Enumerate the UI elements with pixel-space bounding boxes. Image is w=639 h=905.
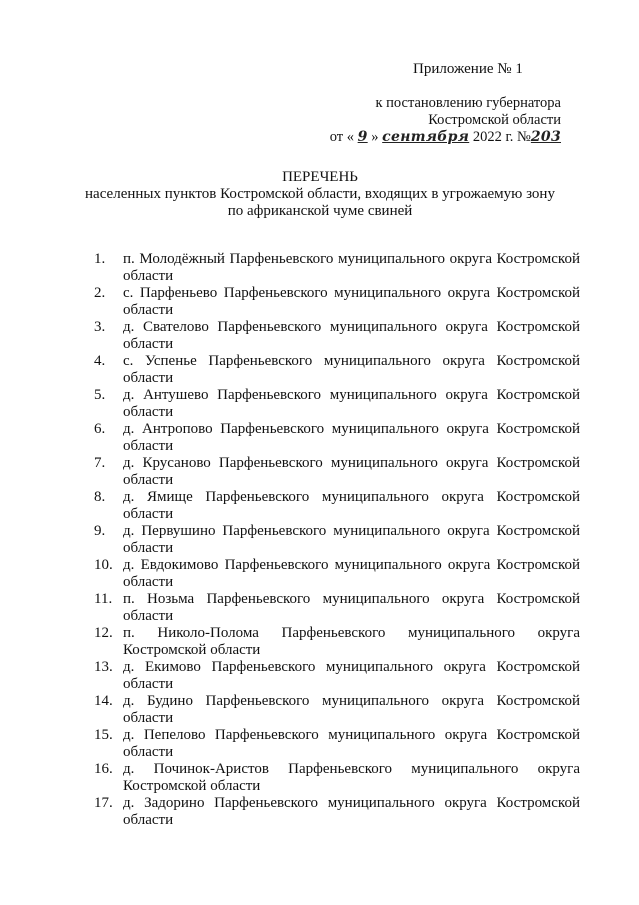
reference-line-region: Костромской области bbox=[428, 112, 561, 128]
heading-title: ПЕРЕЧЕНЬ bbox=[282, 169, 358, 185]
decree-date-line bbox=[330, 129, 561, 146]
list-item bbox=[94, 625, 580, 659]
list-item bbox=[94, 319, 580, 353]
list-item bbox=[94, 591, 580, 625]
handwritten-doc-number: 203 bbox=[530, 129, 561, 145]
list-item-number: 10. bbox=[94, 557, 113, 573]
list-item-text: д. Крусаново Парфеньевского муниципального округа Костромской области bbox=[123, 455, 580, 488]
list-item-number: 13. bbox=[94, 659, 113, 675]
list-item-text: д. Свателово Парфеньевского муниципального округа Костромской области bbox=[123, 319, 580, 352]
list-item bbox=[94, 659, 580, 693]
list-item-number: 3. bbox=[94, 319, 106, 335]
list-item-number: 15. bbox=[94, 727, 113, 743]
list-item-text: д. Екимово Парфеньевского муниципального округа Костромской области bbox=[123, 659, 580, 692]
list-item-text: д. Ямище Парфеньевского муниципального округа Костромской области bbox=[123, 489, 580, 522]
list-item-number: 6. bbox=[94, 421, 106, 437]
list-item bbox=[94, 455, 580, 489]
heading-line-2: по африканской чуме свиней bbox=[227, 203, 413, 219]
list-item bbox=[94, 421, 580, 455]
list-item-number: 16. bbox=[94, 761, 113, 777]
list-item-text: с. Успенье Парфеньевского муниципального округа Костромской области bbox=[123, 353, 580, 386]
list-item-text: д. Антропово Парфеньевского муниципального округа Костромской области bbox=[123, 421, 580, 454]
list-item-text: п. Молодёжный Парфеньевского муниципального округа Костромской области bbox=[123, 251, 580, 284]
list-item bbox=[94, 693, 580, 727]
appendix-title: Приложение № 1 bbox=[413, 61, 523, 77]
heading-line-1: населенных пунктов Костромской области, входящих в угрожаемую зону bbox=[85, 186, 555, 202]
list-item-text: д. Будино Парфеньевского муниципального округа Костромской области bbox=[123, 693, 580, 726]
list-item bbox=[94, 795, 580, 829]
handwritten-day: 9 bbox=[357, 129, 368, 145]
list-item bbox=[94, 251, 580, 285]
handwritten-month: сентября bbox=[382, 129, 470, 145]
date-year: 2022 г. № bbox=[472, 129, 531, 145]
list-item-number: 14. bbox=[94, 693, 113, 709]
reference-line-decree: к постановлению губернатора bbox=[375, 95, 561, 111]
list-item-text: д. Задорино Парфеньевского муниципального округа Костромской области bbox=[123, 795, 580, 828]
document-heading bbox=[70, 169, 570, 220]
settlement-list bbox=[94, 251, 580, 829]
date-prefix: от « bbox=[329, 129, 354, 145]
list-item-number: 11. bbox=[94, 591, 113, 607]
list-item-number: 9. bbox=[94, 523, 106, 539]
list-item-text: с. Парфеньево Парфеньевского муниципального округа Костромской области bbox=[123, 285, 580, 318]
list-item-text: д. Починок-Аристов Парфеньевского муниципального округа Костромской области bbox=[123, 761, 580, 794]
list-item-text: п. Николо-Полома Парфеньевского муниципального округа Костромской области bbox=[123, 625, 580, 658]
list-item-text: д. Пепелово Парфеньевского муниципального округа Костромской области bbox=[123, 727, 580, 760]
list-item-number: 4. bbox=[94, 353, 106, 369]
list-item bbox=[94, 523, 580, 557]
list-item-number: 12. bbox=[94, 625, 113, 641]
list-item-number: 2. bbox=[94, 285, 106, 301]
list-item-number: 5. bbox=[94, 387, 106, 403]
list-item bbox=[94, 387, 580, 421]
date-mid: » bbox=[371, 129, 379, 145]
list-item bbox=[94, 353, 580, 387]
list-item-number: 8. bbox=[94, 489, 106, 505]
appendix-reference bbox=[330, 95, 561, 146]
list-item bbox=[94, 727, 580, 761]
list-item-number: 1. bbox=[94, 251, 106, 267]
list-item-text: д. Евдокимово Парфеньевского муниципального округа Костромской области bbox=[123, 557, 580, 590]
list-item bbox=[94, 761, 580, 795]
list-item bbox=[94, 285, 580, 319]
list-item-number: 17. bbox=[94, 795, 113, 811]
list-item-text: д. Первушино Парфеньевского муниципального округа Костромской области bbox=[123, 523, 580, 556]
list-item-text: п. Нозьма Парфеньевского муниципального округа Костромской области bbox=[123, 591, 580, 624]
list-item-text: д. Антушево Парфеньевского муниципального округа Костромской области bbox=[123, 387, 580, 420]
list-item bbox=[94, 557, 580, 591]
list-item bbox=[94, 489, 580, 523]
list-item-number: 7. bbox=[94, 455, 106, 471]
